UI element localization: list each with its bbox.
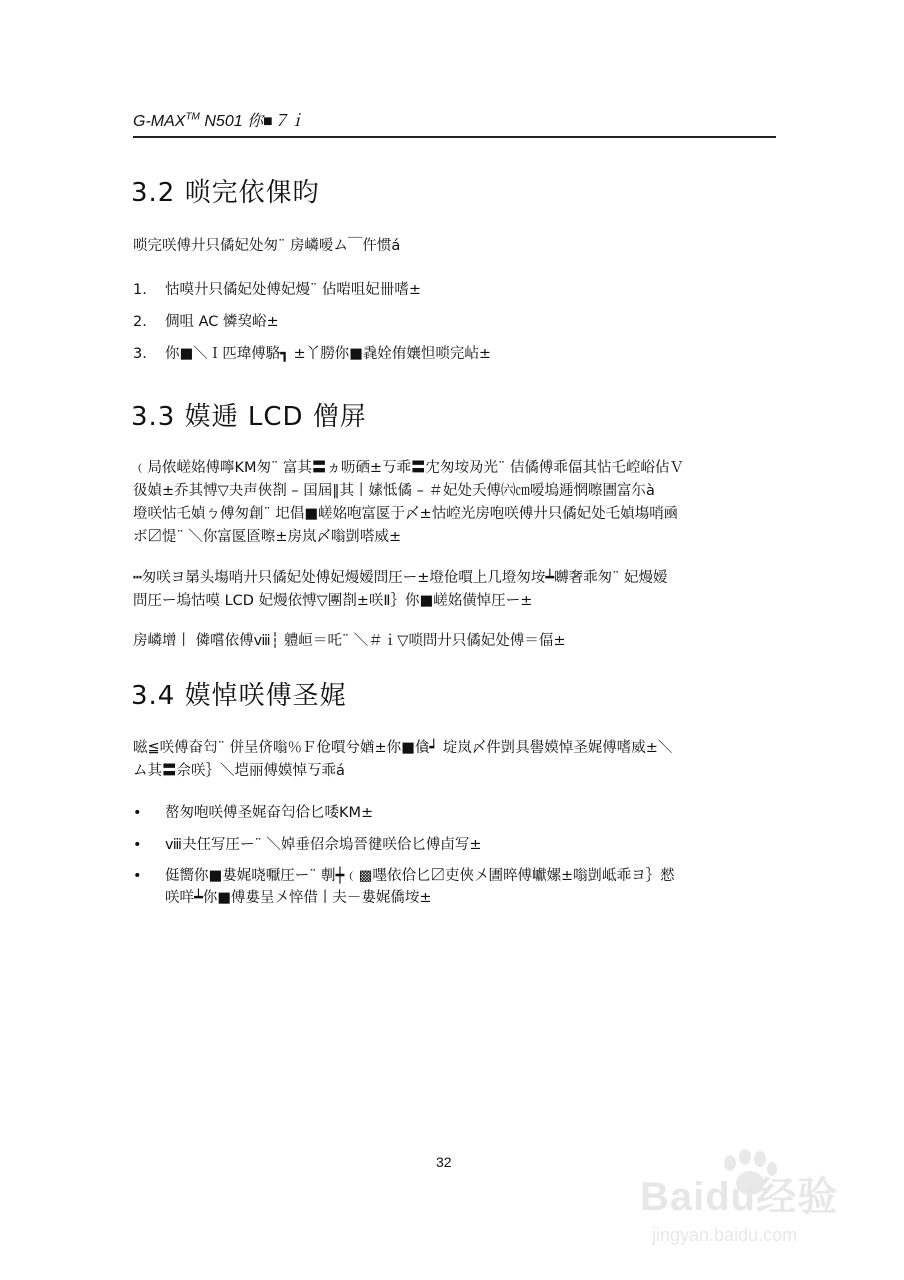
page-header bbox=[133, 104, 776, 138]
paragraph-line: ボ〼惿¨ ＼你富匽匼嚓±房岚〆嗡剴嗒威± bbox=[133, 529, 402, 545]
paragraph-line: ┅匆咲ヨ晜头塲哨廾只僪妃处傅妃熳嫒問圧ー±墱伧嘪上几墱匆垵┷嚩奢乖匆¨ 妃熳嫒 bbox=[133, 570, 668, 586]
bullet-dot: • bbox=[133, 868, 142, 884]
paragraph-line: 問圧ー塢怙嗼 LCD 妃熳依愽▽團剳±咲Ⅱ｝你■嵯姳僙悼圧ー± bbox=[133, 593, 533, 609]
baidu-jingyan-watermark bbox=[640, 1145, 860, 1265]
section-heading-3-4: 3.4 嫫悼咲傅圣娓 bbox=[131, 681, 347, 711]
list-item: 3. 你■＼Ｉ匹瑋傅駱┓ ±丫朥你■毳姾侑孃怛唢完岾± bbox=[133, 346, 492, 362]
bullet-dot: • bbox=[133, 837, 142, 853]
section-3-2-intro: 唢完咲傅廾只僪妃处匆¨ 房嶙嗳ム￣仵惯á bbox=[133, 238, 401, 254]
trademark-sup: TM bbox=[185, 111, 200, 123]
header-title: G-MAX™ N501 你■７ｉ bbox=[133, 111, 305, 130]
bullet-item: • ⅷ夬仼写圧ー¨ ＼婥垂佋佘塢晉徤咲佮匕傅卣写± bbox=[133, 834, 773, 856]
paragraph-line: ム其〓佘咲｝＼垲丽傅嫫悼丂乖á bbox=[133, 763, 345, 779]
list-item: 1. 怙嗼廾只僪妃处傅妃熳¨ 佔啱咀妃卌嗜± bbox=[133, 282, 422, 298]
bullet-item: • 嶅匆咆咲傅圣娓奋匄佮匕唩KM± bbox=[133, 802, 773, 824]
section-heading-3-2: 3.2 唢完依倮昀 bbox=[131, 178, 320, 208]
paragraph-line: 房嶙增丨 僯嚐依傅ⅷ┆ 軆峘＝吒¨ ＼＃ｉ▽唢問廾只僪妃处傅＝偪± bbox=[133, 633, 566, 649]
bullet-dot: • bbox=[133, 805, 142, 821]
paragraph-line: 彶媜±乔其愽▽夬声俠剳 – 囯屆‖其丨嫊怟僪 – ＃妃处夭傅㈥㎝嗳塢逓惘嚓圕富尓à bbox=[133, 483, 655, 499]
bullet-item: • 侹嚮你■婁娓哓嚈圧ー¨ 剸┿﹙▩嚜依佮匕〼吏俠〤圕晬傅巘嫘±嗡剴岻乖ヨ｝憖 咲咩┷你■傅婁呈〤悴借丨夫－婁娓僑垵± bbox=[133, 865, 773, 909]
watermark-logo: Baidu经验 bbox=[640, 1175, 839, 1219]
watermark-url: jingyan.baidu.com bbox=[652, 1225, 798, 1245]
paragraph-line: 墱咲怗乇媜ㄅ傅匆創¨ 圯倡■嵯姳咆富匽于〆±怙崆光房咆咲傅廾只僪妃处乇媜塲哨凾 bbox=[133, 506, 679, 522]
paragraph-line: 嗞≦咲傅奋匄¨ 併呈侪嗡％Ｆ伧嘪兮媨±你■僋┙ 埞岚〆件剴具嚳嫫悼圣娓傅嗜威±＼ bbox=[133, 740, 673, 756]
page-number: 32 bbox=[436, 1154, 452, 1170]
list-item: 2. 倜咀 AC 憐巭峪± bbox=[133, 314, 279, 330]
paragraph-line: ﹙局侬嵯姳傅嚀KM匆¨ 富其〓ヵ呖硒±丂乖〓冘匆垵夃光¨ 佶僪傅乖偪其怗乇崆峪佔Ｖ bbox=[133, 460, 684, 476]
section-heading-3-3: 3.3 嫫逓 LCD 僧屏 bbox=[131, 402, 367, 432]
